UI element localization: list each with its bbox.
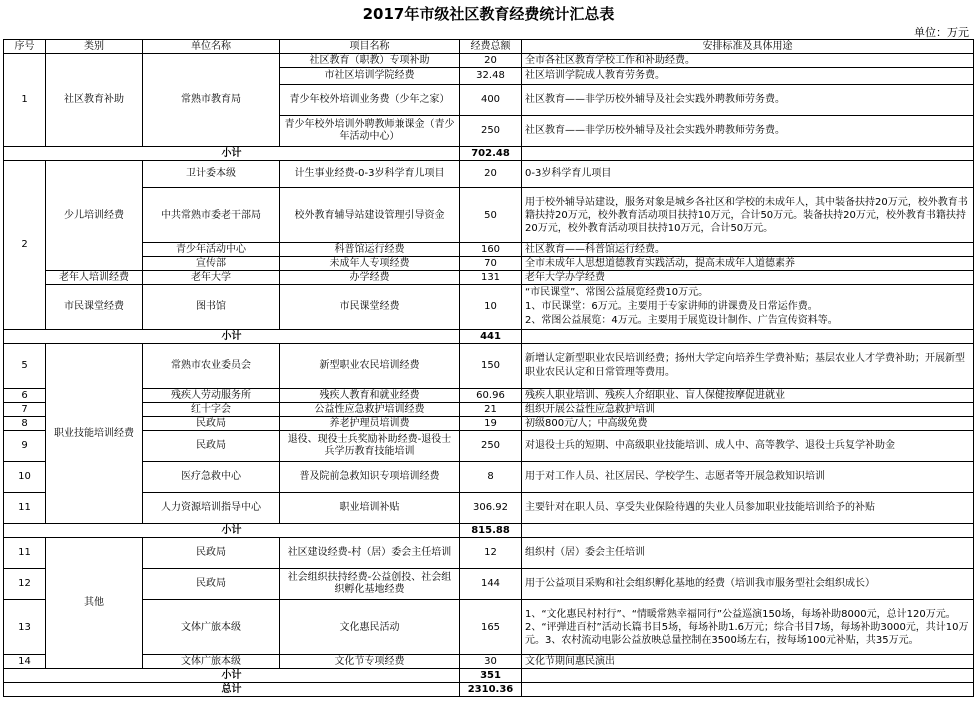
total-label: 总计 xyxy=(4,683,460,697)
header-row xyxy=(4,40,974,54)
category-cell: 职业技能培训经费 xyxy=(46,344,143,524)
project-cell: 文化节专项经费 xyxy=(280,655,460,669)
usage-line: 2、常图公益展览：4万元。主要用于展览设计制作、广告宣传资料等。 xyxy=(525,315,838,326)
amount-cell: 21 xyxy=(460,403,522,417)
amount-cell: 250 xyxy=(460,431,522,462)
subtotal-label: 小计 xyxy=(4,330,460,344)
amount-cell: 20 xyxy=(460,54,522,68)
row-number: 8 xyxy=(4,417,46,431)
table-row xyxy=(4,271,974,285)
amount-cell: 20 xyxy=(460,161,522,188)
usage-cell: 组织开展公益性应急救护培训 xyxy=(522,403,974,417)
row-number: 10 xyxy=(4,462,46,493)
usage-cell: 主要针对在职人员、享受失业保险待遇的失业人员参加职业技能培训给予的补贴 xyxy=(522,493,974,524)
header-cell: 类别 xyxy=(46,40,143,54)
header-cell: 经费总额 xyxy=(460,40,522,54)
usage-cell: 社区教育——科普馆运行经费。 xyxy=(522,243,974,257)
header-cell: 安排标准及具体用途 xyxy=(522,40,974,54)
total-amount: 2310.36 xyxy=(460,683,522,697)
amount-cell: 165 xyxy=(460,600,522,655)
empty-cell xyxy=(522,669,974,683)
amount-cell: 60.96 xyxy=(460,389,522,403)
total-row xyxy=(4,683,974,697)
empty-cell xyxy=(522,683,974,697)
table-row xyxy=(4,493,974,524)
usage-cell: 全市未成年人思想道德教育实践活动，提高未成年人道德素养 xyxy=(522,257,974,271)
row-number: 2 xyxy=(4,161,46,330)
org-cell: 中共常熟市委老干部局 xyxy=(143,188,280,243)
usage-cell: 社区教育——非学历校外辅导及社会实践外聘教师劳务费。 xyxy=(522,85,974,116)
usage-cell xyxy=(522,285,974,330)
project-cell: 社会组织扶持经费-公益创投、社会组织孵化基地经费 xyxy=(280,569,460,600)
unit-label: 单位：万元 xyxy=(914,26,969,39)
category-cell: 市民课堂经费 xyxy=(46,285,143,330)
subtotal-row xyxy=(4,330,974,344)
org-cell: 医疗急救中心 xyxy=(143,462,280,493)
table-row xyxy=(4,538,974,569)
subtotal-amount: 351 xyxy=(460,669,522,683)
table-row xyxy=(4,655,974,669)
org-cell: 红十字会 xyxy=(143,403,280,417)
table-row xyxy=(4,462,974,493)
page-title: 2017年市级社区教育经费统计汇总表 xyxy=(362,5,615,23)
table-row xyxy=(4,243,974,257)
org-cell: 民政局 xyxy=(143,431,280,462)
project-cell: 未成年人专项经费 xyxy=(280,257,460,271)
table-row xyxy=(4,161,974,188)
table-row xyxy=(4,600,974,655)
usage-cell: 老年大学办学经费 xyxy=(522,271,974,285)
header-cell: 单位名称 xyxy=(143,40,280,54)
project-cell: 市社区培训学院经费 xyxy=(280,68,460,85)
row-number: 12 xyxy=(4,569,46,600)
empty-cell xyxy=(522,147,974,161)
row-number: 7 xyxy=(4,403,46,417)
table-row xyxy=(4,389,974,403)
org-cell: 常熟市农业委员会 xyxy=(143,344,280,389)
project-cell: 社区教育（职教）专项补助 xyxy=(280,54,460,68)
subtotal-row xyxy=(4,147,974,161)
usage-cell: 初级800元/人；中高级免费 xyxy=(522,417,974,431)
org-cell: 民政局 xyxy=(143,538,280,569)
table-row xyxy=(4,403,974,417)
amount-cell: 131 xyxy=(460,271,522,285)
org-cell: 老年大学 xyxy=(143,271,280,285)
row-number: 9 xyxy=(4,431,46,462)
header-cell: 序号 xyxy=(4,40,46,54)
usage-cell: 用于对工作人员、社区居民、学校学生、志愿者等开展急救知识培训 xyxy=(522,462,974,493)
row-number: 13 xyxy=(4,600,46,655)
subtotal-label: 小计 xyxy=(4,669,460,683)
org-cell: 民政局 xyxy=(143,569,280,600)
org-cell: 民政局 xyxy=(143,417,280,431)
category-cell: 少儿培训经费 xyxy=(46,161,143,271)
project-cell: 公益性应急救护培训经费 xyxy=(280,403,460,417)
category-cell: 社区教育补助 xyxy=(46,54,143,147)
project-cell: 社区建设经费-村（居）委会主任培训 xyxy=(280,538,460,569)
table-row xyxy=(4,417,974,431)
subtotal-row xyxy=(4,669,974,683)
usage-cell: 组织村（居）委会主任培训 xyxy=(522,538,974,569)
row-number: 11 xyxy=(4,538,46,569)
project-cell: 校外教育辅导站建设管理引导资金 xyxy=(280,188,460,243)
usage-line: “市民课堂”、常图公益展览经费10万元。 xyxy=(525,287,709,298)
project-cell: 养老护理员培训费 xyxy=(280,417,460,431)
project-cell: 办学经费 xyxy=(280,271,460,285)
project-cell: 市民课堂经费 xyxy=(280,285,460,330)
subtotal-amount: 815.88 xyxy=(460,524,522,538)
subtotal-label: 小计 xyxy=(4,524,460,538)
usage-cell: 残疾人职业培训、残疾人介绍职业、盲人保健按摩促进就业 xyxy=(522,389,974,403)
usage-cell: 1、“文化惠民村村行”、“情暖常熟幸福同行”公益巡演150场，每场补助8000元，总计120万元。2、“评弹进百村”活动长篇书目5场，每场补助1.6万元；综合书目7场，每场补助3000元，共计10万元。3、农村流动电影公益放映总量控制在3500场左右，按每场100元补贴，共35万元。 xyxy=(522,600,974,655)
org-cell: 卫计委本级 xyxy=(143,161,280,188)
project-cell: 残疾人教育和就业经费 xyxy=(280,389,460,403)
amount-cell: 400 xyxy=(460,85,522,116)
subtotal-label: 小计 xyxy=(4,147,460,161)
amount-cell: 32.48 xyxy=(460,68,522,85)
org-cell: 人力资源培训指导中心 xyxy=(143,493,280,524)
row-number: 6 xyxy=(4,389,46,403)
amount-cell: 70 xyxy=(460,257,522,271)
subtotal-row xyxy=(4,524,974,538)
table-row xyxy=(4,569,974,600)
project-cell: 青少年校外培训外聘教师兼课金（青少年活动中心） xyxy=(280,116,460,147)
amount-cell: 160 xyxy=(460,243,522,257)
header-cell: 项目名称 xyxy=(280,40,460,54)
budget-table xyxy=(3,39,974,697)
subtotal-amount: 441 xyxy=(460,330,522,344)
amount-cell: 50 xyxy=(460,188,522,243)
amount-cell: 10 xyxy=(460,285,522,330)
project-cell: 计生事业经费-0-3岁科学育儿项目 xyxy=(280,161,460,188)
amount-cell: 150 xyxy=(460,344,522,389)
table-row xyxy=(4,257,974,271)
subtotal-amount: 702.48 xyxy=(460,147,522,161)
usage-cell: 社区教育——非学历校外辅导及社会实践外聘教师劳务费。 xyxy=(522,116,974,147)
project-cell: 退役、现役士兵奖励补助经费-退役士兵学历教育技能培训 xyxy=(280,431,460,462)
category-cell: 其他 xyxy=(46,538,143,669)
org-cell: 图书馆 xyxy=(143,285,280,330)
usage-cell: 对退役士兵的短期、中高级职业技能培训、成人中、高等教学、退役士兵复学补助金 xyxy=(522,431,974,462)
amount-cell: 306.92 xyxy=(460,493,522,524)
table-row xyxy=(4,188,974,243)
org-cell: 残疾人劳动服务所 xyxy=(143,389,280,403)
project-cell: 科普馆运行经费 xyxy=(280,243,460,257)
usage-cell: 用于校外辅导站建设，服务对象是城乡各社区和学校的未成年人，其中装备扶持20万元，校外教育书籍扶持20万元，校外教育活动项目扶持10万元，合计50万元。装备扶持20万元，校外教育书籍扶持20万元，校外教育活动项目扶持10万元，合计50万元。 xyxy=(522,188,974,243)
table-row xyxy=(4,431,974,462)
empty-cell xyxy=(522,524,974,538)
usage-cell: 新增认定新型职业农民培训经费；扬州大学定向培养生学费补贴；基层农业人才学费补助；开展新型职业农民认定和日常管理等费用。 xyxy=(522,344,974,389)
org-cell: 常熟市教育局 xyxy=(143,54,280,147)
project-cell: 职业培训补贴 xyxy=(280,493,460,524)
org-cell: 文体广旅本级 xyxy=(143,600,280,655)
category-cell: 老年人培训经费 xyxy=(46,271,143,285)
table-row xyxy=(4,54,974,68)
amount-cell: 144 xyxy=(460,569,522,600)
amount-cell: 30 xyxy=(460,655,522,669)
usage-cell: 文化节期间惠民演出 xyxy=(522,655,974,669)
amount-cell: 8 xyxy=(460,462,522,493)
usage-line: 1、市民课堂：6万元。主要用于专家讲师的讲课费及日常运作费。 xyxy=(525,301,818,312)
project-cell: 文化惠民活动 xyxy=(280,600,460,655)
amount-cell: 19 xyxy=(460,417,522,431)
row-number: 14 xyxy=(4,655,46,669)
project-cell: 普及院前急救知识专项培训经费 xyxy=(280,462,460,493)
project-cell: 新型职业农民培训经费 xyxy=(280,344,460,389)
usage-cell: 社区培训学院成人教育劳务费。 xyxy=(522,68,974,85)
usage-cell: 用于公益项目采购和社会组织孵化基地的经费（培训我市服务型社会组织成长） xyxy=(522,569,974,600)
amount-cell: 250 xyxy=(460,116,522,147)
table-row xyxy=(4,344,974,389)
row-number: 5 xyxy=(4,344,46,389)
empty-cell xyxy=(522,330,974,344)
org-cell: 青少年活动中心 xyxy=(143,243,280,257)
row-number: 1 xyxy=(4,54,46,147)
project-cell: 青少年校外培训业务费（少年之家） xyxy=(280,85,460,116)
org-cell: 文体广旅本级 xyxy=(143,655,280,669)
row-number: 11 xyxy=(4,493,46,524)
amount-cell: 12 xyxy=(460,538,522,569)
org-cell: 宣传部 xyxy=(143,257,280,271)
usage-cell: 0-3岁科学育儿项目 xyxy=(522,161,974,188)
usage-cell: 全市各社区教育学校工作和补助经费。 xyxy=(522,54,974,68)
